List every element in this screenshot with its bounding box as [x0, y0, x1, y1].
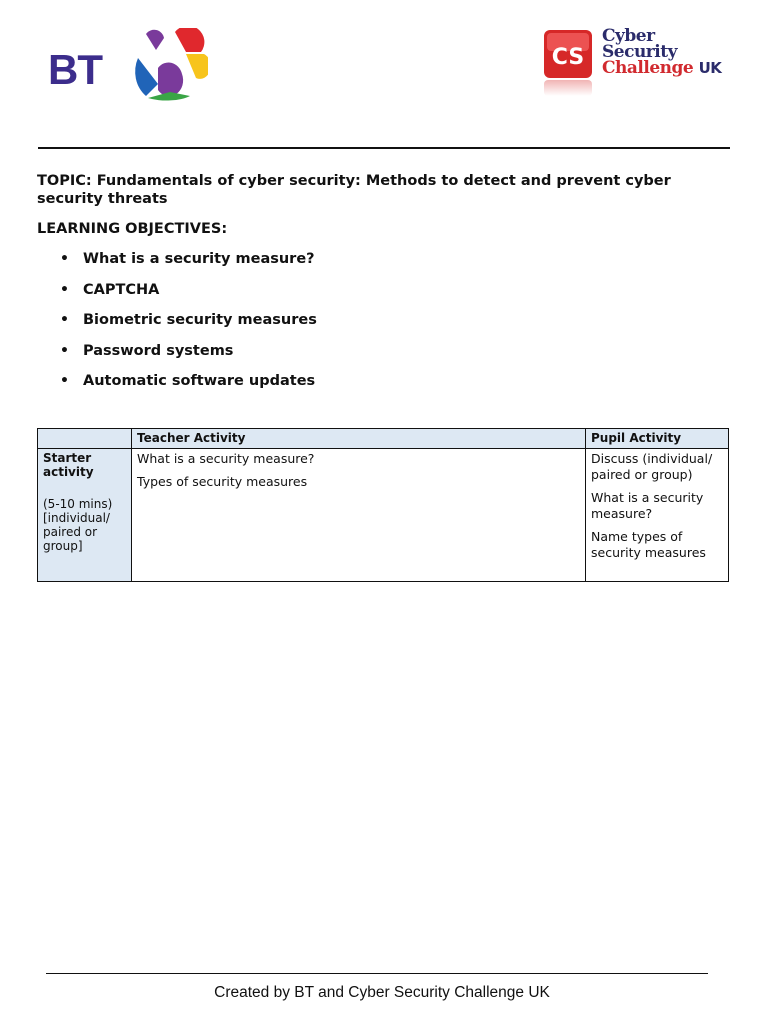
objective-item — [58, 279, 317, 310]
row-duration: (5-10 mins) [individual/ paired or group] — [43, 497, 113, 553]
objective-text: Automatic software updates — [83, 373, 316, 389]
pupil-activity-cell — [586, 449, 729, 582]
header-divider — [38, 147, 730, 149]
teacher-activity-line: Types of security measures — [137, 474, 308, 489]
csc-line-security: Security — [602, 42, 677, 62]
lesson-plan-table — [37, 428, 729, 582]
pupil-activity-line: Name types of security measures — [591, 529, 706, 560]
bt-logo-text: BT — [48, 46, 102, 93]
cs-badge-reflection — [544, 80, 592, 96]
csc-challenge-word: Challenge — [602, 58, 694, 78]
objective-text: What is a security measure? — [83, 251, 315, 267]
header-cell-blank — [38, 429, 132, 449]
bullet-icon: • — [60, 373, 69, 389]
pupil-activity-line: What is a security measure? — [591, 490, 704, 521]
bt-logo — [46, 28, 208, 108]
pupil-activity-line: Discuss (individual/ paired or group) — [591, 451, 713, 482]
csc-line-cyber: Cyber — [602, 26, 655, 46]
objective-item — [58, 248, 317, 279]
csc-uk-word: UK — [698, 59, 722, 77]
topic-heading: TOPIC: Fundamentals of cyber security: Methods to detect and prevent cyber security threats — [37, 173, 671, 207]
table-row — [38, 449, 729, 582]
header-cell-pupil-activity: Pupil Activity — [586, 429, 729, 449]
row-label-cell — [38, 449, 132, 582]
header-cell-teacher-activity: Teacher Activity — [132, 429, 586, 449]
table-header-row — [38, 429, 729, 449]
cyber-security-challenge-logo — [542, 28, 732, 98]
objective-item — [58, 340, 317, 371]
objective-text: Password systems — [83, 342, 234, 359]
bullet-icon: • — [60, 342, 69, 359]
teacher-activity-line: What is a security measure? — [137, 451, 315, 466]
cs-badge-icon — [544, 30, 592, 78]
csc-wordmark — [602, 28, 721, 76]
objective-item — [58, 309, 317, 340]
learning-objectives-list — [58, 248, 317, 401]
objective-item — [58, 370, 317, 401]
bt-piper-globe-icon — [132, 28, 208, 102]
footer-credit: Created by BT and Cyber Security Challenge UK — [214, 984, 550, 1001]
row-label: Starter activity — [43, 451, 94, 479]
objective-text: CAPTCHA — [83, 281, 160, 298]
footer-divider — [46, 973, 708, 974]
learning-objectives-heading: LEARNING OBJECTIVES: — [37, 221, 228, 237]
bullet-icon: • — [60, 281, 69, 298]
objective-text: Biometric security measures — [83, 312, 317, 328]
bullet-icon: • — [60, 251, 69, 267]
teacher-activity-cell — [132, 449, 586, 582]
cs-badge-text: CS — [551, 45, 585, 70]
bullet-icon: • — [60, 312, 69, 328]
csc-line-challenge — [602, 60, 721, 76]
